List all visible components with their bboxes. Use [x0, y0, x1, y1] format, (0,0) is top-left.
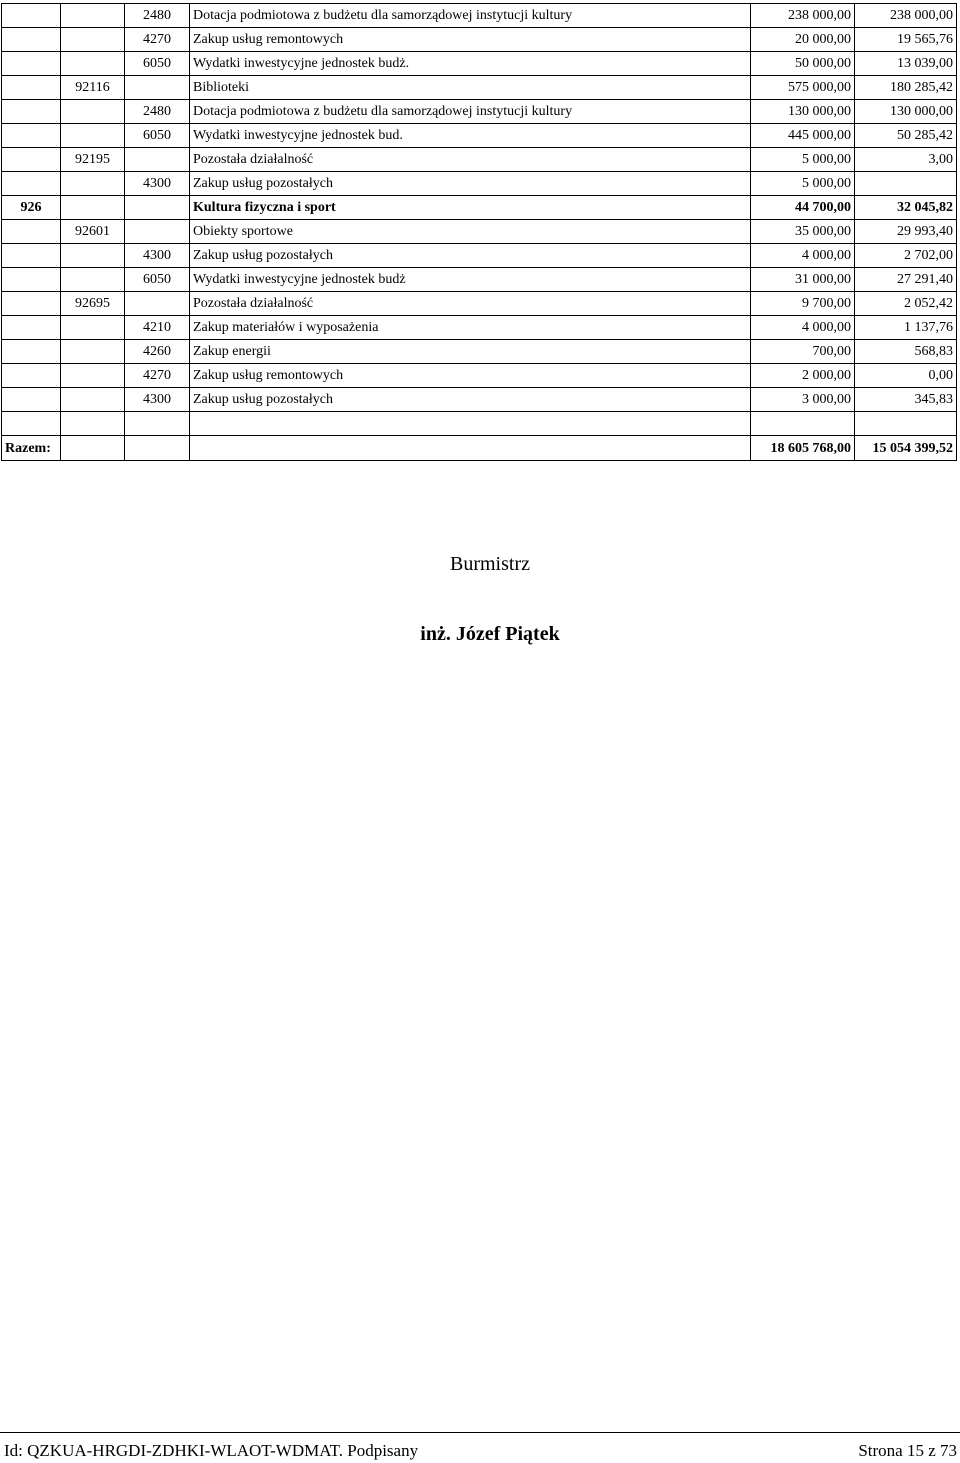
table-row	[2, 76, 957, 100]
paragraph-code: 4260	[125, 340, 190, 364]
chapter-code: 92695	[61, 292, 125, 316]
table-row	[2, 124, 957, 148]
section-code	[2, 388, 61, 412]
plan-amount: 3 000,00	[751, 388, 855, 412]
plan-amount: 4 000,00	[751, 244, 855, 268]
item-name: Zakup usług remontowych	[190, 364, 751, 388]
paragraph-code: 2480	[125, 100, 190, 124]
section-code	[2, 148, 61, 172]
execution-amount: 130 000,00	[855, 100, 957, 124]
plan-amount: 35 000,00	[751, 220, 855, 244]
execution-amount: 2 702,00	[855, 244, 957, 268]
paragraph-code: 4270	[125, 28, 190, 52]
item-name	[190, 412, 751, 436]
execution-amount: 27 291,40	[855, 268, 957, 292]
section-code	[2, 364, 61, 388]
item-name: Wydatki inwestycyjne jednostek bud.	[190, 124, 751, 148]
execution-amount: 19 565,76	[855, 28, 957, 52]
total-plan: 18 605 768,00	[751, 436, 855, 461]
table-row	[2, 364, 957, 388]
section-code	[2, 292, 61, 316]
paragraph-code	[125, 412, 190, 436]
execution-amount: 238 000,00	[855, 4, 957, 28]
chapter-code	[61, 52, 125, 76]
chapter-code: 92116	[61, 76, 125, 100]
plan-amount: 2 000,00	[751, 364, 855, 388]
section-code	[2, 340, 61, 364]
table-row	[2, 412, 957, 436]
plan-amount: 31 000,00	[751, 268, 855, 292]
total-row	[2, 436, 957, 461]
table-row	[2, 316, 957, 340]
table-row	[2, 28, 957, 52]
item-name: Zakup usług pozostałych	[190, 244, 751, 268]
table-row	[2, 388, 957, 412]
plan-amount: 44 700,00	[751, 196, 855, 220]
document-id: Id: QZKUA-HRGDI-ZDHKI-WLAOT-WDMAT. Podpisany	[4, 1441, 419, 1460]
plan-amount: 5 000,00	[751, 148, 855, 172]
execution-amount: 13 039,00	[855, 52, 957, 76]
section-code	[2, 172, 61, 196]
item-name: Dotacja podmiotowa z budżetu dla samorządowej instytucji kultury	[190, 4, 751, 28]
execution-amount: 345,83	[855, 388, 957, 412]
chapter-code	[61, 172, 125, 196]
execution-amount: 3,00	[855, 148, 957, 172]
total-label: Razem:	[2, 436, 61, 461]
table-row	[2, 244, 957, 268]
table-row	[2, 340, 957, 364]
table-row	[2, 52, 957, 76]
execution-amount: 1 137,76	[855, 316, 957, 340]
chapter-code	[61, 388, 125, 412]
budget-rows	[2, 4, 957, 436]
plan-amount: 575 000,00	[751, 76, 855, 100]
section-code	[2, 28, 61, 52]
execution-amount: 568,83	[855, 340, 957, 364]
paragraph-code: 4300	[125, 172, 190, 196]
chapter-code	[61, 244, 125, 268]
section-code	[2, 412, 61, 436]
item-name: Zakup energii	[190, 340, 751, 364]
total-empty-cell	[190, 436, 751, 461]
item-name: Wydatki inwestycyjne jednostek budż	[190, 268, 751, 292]
item-name: Kultura fizyczna i sport	[190, 196, 751, 220]
plan-amount	[751, 412, 855, 436]
page-number: Strona 15 z 73	[858, 1441, 957, 1460]
paragraph-code: 4300	[125, 244, 190, 268]
section-code	[2, 220, 61, 244]
chapter-code	[61, 28, 125, 52]
chapter-code: 92601	[61, 220, 125, 244]
chapter-code	[61, 196, 125, 220]
chapter-code	[61, 340, 125, 364]
plan-amount: 5 000,00	[751, 172, 855, 196]
chapter-code	[61, 364, 125, 388]
paragraph-code	[125, 220, 190, 244]
chapter-code	[61, 4, 125, 28]
table-row	[2, 172, 957, 196]
item-name: Zakup usług pozostałych	[190, 388, 751, 412]
paragraph-code: 6050	[125, 52, 190, 76]
item-name: Zakup usług remontowych	[190, 28, 751, 52]
paragraph-code: 6050	[125, 268, 190, 292]
paragraph-code: 4270	[125, 364, 190, 388]
section-code	[2, 100, 61, 124]
total-execution: 15 054 399,52	[855, 436, 957, 461]
item-name: Zakup usług pozostałych	[190, 172, 751, 196]
chapter-code	[61, 412, 125, 436]
plan-amount: 238 000,00	[751, 4, 855, 28]
execution-amount: 29 993,40	[855, 220, 957, 244]
item-name: Pozostała działalność	[190, 292, 751, 316]
execution-amount: 180 285,42	[855, 76, 957, 100]
plan-amount: 20 000,00	[751, 28, 855, 52]
plan-amount: 130 000,00	[751, 100, 855, 124]
item-name: Zakup materiałów i wyposażenia	[190, 316, 751, 340]
chapter-code	[61, 316, 125, 340]
section-code	[2, 316, 61, 340]
signature-name: inż. Józef Piątek	[420, 623, 560, 645]
paragraph-code: 4300	[125, 388, 190, 412]
chapter-code	[61, 268, 125, 292]
item-name: Obiekty sportowe	[190, 220, 751, 244]
chapter-code	[61, 124, 125, 148]
chapter-code	[61, 100, 125, 124]
item-name: Biblioteki	[190, 76, 751, 100]
paragraph-code	[125, 148, 190, 172]
total-empty-cell	[61, 436, 125, 461]
footer-divider	[0, 1432, 960, 1433]
section-code	[2, 268, 61, 292]
table-row	[2, 196, 957, 220]
budget-table	[1, 3, 957, 461]
paragraph-code: 4210	[125, 316, 190, 340]
plan-amount: 50 000,00	[751, 52, 855, 76]
table-row	[2, 292, 957, 316]
signature-title: Burmistrz	[450, 553, 530, 575]
execution-amount	[855, 172, 957, 196]
plan-amount: 445 000,00	[751, 124, 855, 148]
chapter-code: 92195	[61, 148, 125, 172]
section-code	[2, 4, 61, 28]
paragraph-code: 2480	[125, 4, 190, 28]
section-code	[2, 52, 61, 76]
paragraph-code	[125, 292, 190, 316]
execution-amount: 2 052,42	[855, 292, 957, 316]
paragraph-code: 6050	[125, 124, 190, 148]
item-name: Dotacja podmiotowa z budżetu dla samorządowej instytucji kultury	[190, 100, 751, 124]
execution-amount: 32 045,82	[855, 196, 957, 220]
execution-amount: 50 285,42	[855, 124, 957, 148]
table-row	[2, 4, 957, 28]
plan-amount: 4 000,00	[751, 316, 855, 340]
plan-amount: 9 700,00	[751, 292, 855, 316]
plan-amount: 700,00	[751, 340, 855, 364]
table-row	[2, 220, 957, 244]
section-code	[2, 244, 61, 268]
table-row	[2, 268, 957, 292]
section-code	[2, 124, 61, 148]
table-row	[2, 148, 957, 172]
execution-amount	[855, 412, 957, 436]
paragraph-code	[125, 196, 190, 220]
paragraph-code	[125, 76, 190, 100]
item-name: Wydatki inwestycyjne jednostek budż.	[190, 52, 751, 76]
item-name: Pozostała działalność	[190, 148, 751, 172]
execution-amount: 0,00	[855, 364, 957, 388]
section-code	[2, 76, 61, 100]
section-code: 926	[2, 196, 61, 220]
total-empty-cell	[125, 436, 190, 461]
table-row	[2, 100, 957, 124]
